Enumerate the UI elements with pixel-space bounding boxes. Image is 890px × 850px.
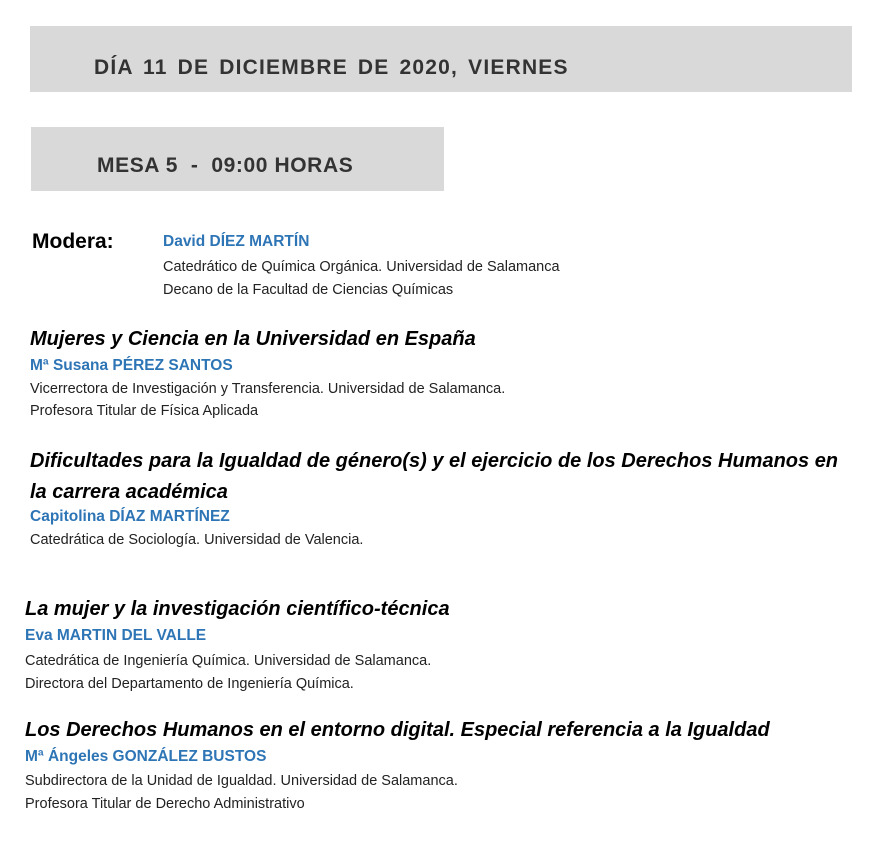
talk-2-position: Catedrática de Sociología. Universidad de Valencia. [30, 532, 364, 548]
talk-2-title-continued: la carrera académica [30, 481, 228, 503]
session-header: MESA 5 - 09:00 HORAS [97, 154, 354, 177]
talk-1-position: Vicerrectora de Investigación y Transferencia. Universidad de Salamanca. [30, 381, 506, 397]
talk-1-role: Profesora Titular de Física Aplicada [30, 403, 259, 419]
talk-1-speaker: Mª Susana PÉREZ SANTOS [30, 357, 233, 374]
moderator-role: Decano de la Facultad de Ciencias Químicas [163, 282, 454, 298]
talk-2-speaker: Capitolina DÍAZ MARTÍNEZ [30, 508, 230, 525]
moderator-label: Modera: [32, 230, 114, 253]
moderator-name: David DÍEZ MARTÍN [163, 233, 310, 250]
talk-3-position: Catedrática de Ingeniería Química. Universidad de Salamanca. [25, 653, 432, 669]
moderator-position: Catedrático de Química Orgánica. Universidad de Salamanca [163, 259, 560, 275]
talk-4-position: Subdirectora de la Unidad de Igualdad. Universidad de Salamanca. [25, 773, 458, 789]
talk-4-role: Profesora Titular de Derecho Administrativo [25, 796, 305, 812]
talk-4-title: Los Derechos Humanos en el entorno digital. Especial referencia a la Igualdad [25, 719, 770, 741]
talk-4-speaker: Mª Ángeles GONZÁLEZ BUSTOS [25, 748, 267, 765]
talk-2-title: Dificultades para la Igualdad de género(s) y el ejercicio de los Derechos Humanos en [30, 450, 839, 472]
day-header: DÍA 11 DE DICIEMBRE DE 2020, VIERNES [94, 56, 569, 79]
talk-1-title: Mujeres y Ciencia en la Universidad en España [30, 328, 476, 350]
talk-3-speaker: Eva MARTIN DEL VALLE [25, 627, 207, 644]
talk-3-title: La mujer y la investigación científico-técnica [25, 598, 450, 620]
talk-3-role: Directora del Departamento de Ingeniería Química. [25, 676, 354, 692]
